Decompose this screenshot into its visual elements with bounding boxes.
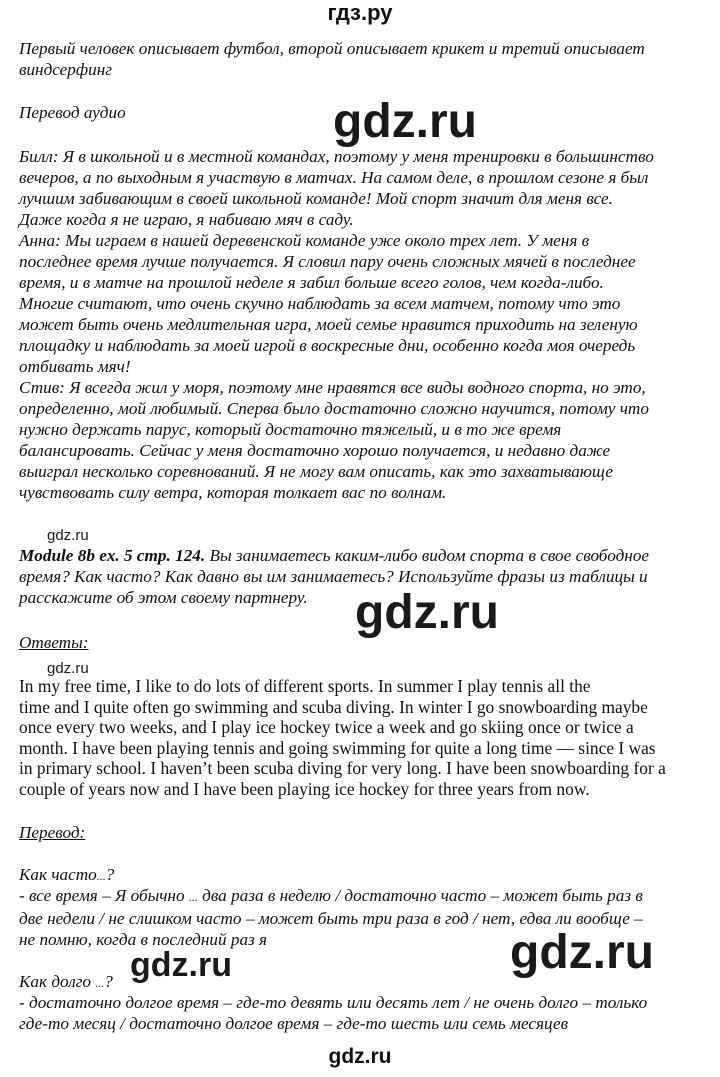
answers-heading: Ответы: <box>19 633 89 652</box>
answer-line: in primary school. I haven’t been scuba diving for very long. I have been snowboarding for a <box>19 758 666 778</box>
text-line: Стив: Я всегда жил у моря, поэтому мне нравятся все виды водного спорта, но это, <box>19 378 646 397</box>
how-often-label: Как часто...? <box>19 865 115 884</box>
text-line: последнее время лучше получается. Я словил пару очень сложных мячей в последнее <box>19 252 636 271</box>
text-line: вечеров, а по выходным я участвую в матчах. На самом деле, в прошлом сезоне я был <box>19 168 649 187</box>
how-often-line: - все время – Я обычно ... два раза в неделю / достаточно часто – может быть раз в <box>19 886 643 905</box>
site-header: гдз.ру <box>327 0 393 25</box>
how-long-label: Как долго ...? <box>19 972 113 991</box>
text-line: определенно, мой любимый. Сперва было достаточно сложно научится, потому что <box>19 399 649 418</box>
text-line: время, и в матче на прошлой неделе я забил больше всего голов, чем когда-либо. <box>19 273 604 292</box>
text-line: может быть очень медлительная игра, моей семье нравится приходить на зеленую <box>19 315 638 334</box>
answers-text <box>19 676 666 799</box>
watermark-large: gdz.ru <box>355 586 499 639</box>
intro-line: Первый человек описывает футбол, второй описывает крикет и третий описывает <box>19 39 645 58</box>
text-line: Даже когда я не играю, я набиваю мяч в саду. <box>19 210 354 229</box>
text-line: Многие считают, что очень скучно наблюдать за всем матчем, потому что это <box>19 294 621 313</box>
intro-line: виндсерфинг <box>19 60 112 79</box>
text-line: отбивать мяч! <box>19 357 131 376</box>
answer-line: month. I have been playing tennis and going swimming for quite a long time — since I was <box>19 737 656 758</box>
text-line: чувствовать силу ветра, которая толкает вас по волнам. <box>19 483 447 502</box>
watermark-large: gdz.ru <box>510 926 654 979</box>
module-line <box>19 545 649 566</box>
module-label: Module 8b ex. 5 стр. 124. <box>19 546 206 565</box>
intro-text <box>19 38 645 80</box>
answer-line: once every two weeks, and I play ice hockey twice a week and go skiing once or twice a <box>19 717 634 737</box>
module-line: время? Как часто? Как давно вы им занимаетесь? Используйте фразы из таблицы и <box>19 567 648 586</box>
module-line: расскажите об этом своему партнеру. <box>19 588 308 607</box>
how-often-line: не помню, когда в последний раз я <box>19 930 268 949</box>
text-line: Билл: Я в школьной и в местной командах, поэтому у меня тренировки в большинство <box>19 147 654 166</box>
how-long-line: - достаточно долгое время – где-то девять или десять лет / не очень долго – только <box>19 993 648 1012</box>
text-line: нужно держать парус, который достаточно тяжелый, и в то же время <box>19 420 562 439</box>
answer-line: time and I quite often go swimming and scuba diving. In winter I go snowboarding maybe <box>19 696 648 717</box>
audio-translation <box>19 146 654 503</box>
text-line: выиграл несколько соревнований. Я не могу вам описать, как это захватывающе <box>19 462 613 481</box>
watermark-small: gdz.ru <box>47 527 89 544</box>
module-task <box>19 545 649 608</box>
text-line: лучшим забивающим в своей школьной команде! Мой спорт значит для меня все. <box>19 189 613 208</box>
translation-heading: Перевод: <box>19 823 86 842</box>
text-line: Анна: Мы играем в нашей деревенской команде уже около трех лет. У меня в <box>19 231 590 250</box>
watermark-medium: gdz.ru <box>130 946 232 984</box>
text-line: площадку и наблюдать за моей игрой в воскресные дни, особенно когда моя очередь <box>19 336 636 355</box>
module-line-rest: Вы занимаетесь каким-либо видом спорта в свое свободное <box>205 546 650 565</box>
site-footer: gdz.ru <box>328 1045 392 1068</box>
answer-line: In my free time, I like to do lots of different sports. In summer I play tennis all the <box>19 676 591 696</box>
watermark-large: gdz.ru <box>333 95 477 148</box>
text-line: балансировать. Сейчас у меня достаточно хорошо получается, и недавно даже <box>19 441 611 460</box>
answer-line: couple of years now and I have been playing ice hockey for three years from now. <box>19 778 590 799</box>
how-long-text <box>19 992 647 1034</box>
watermark-small: gdz.ru <box>47 660 89 677</box>
how-long-line: где-то месяц / достаточно долгое время – где-то шесть или семь месяцев <box>19 1014 569 1033</box>
audio-heading: Перевод аудио <box>19 103 126 122</box>
how-often-line: две недели / не слишком часто – может быть три раза в год / нет, едва ли вообще – <box>19 909 643 928</box>
